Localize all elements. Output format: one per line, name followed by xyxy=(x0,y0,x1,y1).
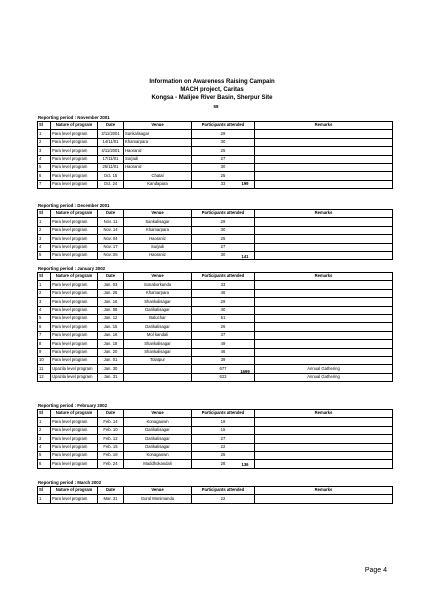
page-number: Page 4 xyxy=(364,567,387,574)
table-row xyxy=(38,251,393,259)
table-cell: Nov. 11 xyxy=(98,218,124,226)
table-cell xyxy=(255,155,393,163)
column-header: Venue xyxy=(124,210,192,218)
table-cell: 14/11/01 xyxy=(98,138,124,146)
table-cell: 30 xyxy=(192,163,255,171)
table-row xyxy=(38,331,393,339)
column-header: Venue xyxy=(124,273,192,281)
table-header-row xyxy=(38,122,393,130)
table-cell: Feb. 10 xyxy=(98,426,124,434)
table-cell: 19 xyxy=(192,418,255,426)
table-row xyxy=(38,323,393,331)
table-cell: 33 xyxy=(192,180,255,188)
table-cell: 27 xyxy=(192,435,255,443)
table-cell: Para level program xyxy=(51,306,98,314)
column-header: Venue xyxy=(124,487,192,495)
table-row xyxy=(38,356,393,364)
table-cell: 2 xyxy=(38,226,51,234)
column-header: Remarks xyxy=(255,487,393,495)
table-cell: Para level program xyxy=(51,180,98,188)
table-cell: Nov. 25 xyxy=(98,251,124,259)
table-cell: Jan. 01 xyxy=(98,356,124,364)
table-cell: 677 xyxy=(192,365,255,373)
table-cell: 40 xyxy=(192,306,255,314)
table-cell xyxy=(255,495,393,503)
table-row xyxy=(38,443,393,451)
table-cell: Feb. 12 xyxy=(98,435,124,443)
column-header: Remarks xyxy=(255,273,393,281)
table-cell: Haoraniz xyxy=(124,235,192,243)
column-header: Date xyxy=(98,122,124,130)
table-cell: Surjadi xyxy=(124,155,192,163)
table-cell: Mol kandali xyxy=(124,331,192,339)
table-cell: 5 xyxy=(38,163,51,171)
table-cell: Jan. 03 xyxy=(98,281,124,289)
table-cell: 623 xyxy=(192,373,255,381)
column-header: Sl xyxy=(38,210,51,218)
table-cell: Annual Gathering xyxy=(255,365,393,373)
table-row xyxy=(38,147,393,155)
table-cell: 22 xyxy=(192,443,255,451)
table-cell xyxy=(255,298,393,306)
column-header: Date xyxy=(98,210,124,218)
table-row xyxy=(38,155,393,163)
table-row xyxy=(38,172,393,180)
table-cell: Darikalisagar xyxy=(124,306,192,314)
table-row xyxy=(38,460,393,468)
table-cell xyxy=(255,130,393,138)
table-cell: 7 xyxy=(38,331,51,339)
table-cell: Para level program xyxy=(51,314,98,322)
table-cell: 29 xyxy=(192,218,255,226)
table-cell xyxy=(255,218,393,226)
table-cell: Nov. 17 xyxy=(98,243,124,251)
table-cell: 26 xyxy=(192,323,255,331)
activity-table xyxy=(37,121,393,189)
table-cell: Para level program xyxy=(51,130,98,138)
table-cell: Shankalisagar xyxy=(124,298,192,306)
table-cell: Jan. 12 xyxy=(98,314,124,322)
table-row xyxy=(38,340,393,348)
table-row xyxy=(38,365,393,373)
table-cell: Para level program xyxy=(51,331,98,339)
table-cell: 30 xyxy=(192,226,255,234)
table-cell: 3 xyxy=(38,298,51,306)
column-header: Venue xyxy=(124,122,192,130)
table-cell: 28 xyxy=(192,460,255,468)
table-cell: 39 xyxy=(192,356,255,364)
table-cell: 51 xyxy=(192,314,255,322)
table-cell: Sonaborkanda xyxy=(124,281,192,289)
table-cell: 46 xyxy=(192,289,255,297)
table-row xyxy=(38,418,393,426)
table-cell: Feb. 15 xyxy=(98,443,124,451)
table-cell: Para level program xyxy=(51,460,98,468)
column-header: Participants attended xyxy=(192,210,255,218)
column-header: Date xyxy=(98,273,124,281)
table-cell: Annual Gathering xyxy=(255,373,393,381)
table-cell: Haoraniz xyxy=(124,251,192,259)
table-cell: Para level program xyxy=(51,172,98,180)
table-cell: Oct. 15 xyxy=(98,172,124,180)
table-row xyxy=(38,218,393,226)
table-cell: Chatal xyxy=(124,172,192,180)
table-cell xyxy=(255,281,393,289)
table-cell: Surjadi xyxy=(124,243,192,251)
table-cell: Jan. 08 xyxy=(98,306,124,314)
table-cell xyxy=(255,235,393,243)
table-cell: 25 xyxy=(192,235,255,243)
table-cell: 25 xyxy=(192,172,255,180)
table-cell: Para level program xyxy=(51,147,98,155)
table-cell: Para level program xyxy=(51,435,98,443)
table-cell xyxy=(255,172,393,180)
table-cell: 30 xyxy=(192,251,255,259)
reporting-period-label: Reporting period : February 2002 xyxy=(38,403,108,408)
table-cell: 46 xyxy=(192,348,255,356)
table-cell: 27 xyxy=(192,155,255,163)
table-cell: 25/11/01 xyxy=(98,163,124,171)
column-header: Participants attended xyxy=(192,487,255,495)
table-cell: 25 xyxy=(192,147,255,155)
table-cell xyxy=(255,289,393,297)
table-cell: Shankalisagar xyxy=(124,340,192,348)
table-row xyxy=(38,495,393,503)
table-cell: 27 xyxy=(192,243,255,251)
table-cell xyxy=(255,243,393,251)
table-cell: 6 xyxy=(38,460,51,468)
table-row xyxy=(38,348,393,356)
table-cell: Darikalisagar xyxy=(124,435,192,443)
column-header: Participants attended xyxy=(192,273,255,281)
table-row xyxy=(38,226,393,234)
section-total: 199 xyxy=(241,181,249,187)
table-cell: Upazila level program xyxy=(51,365,98,373)
reporting-period-label: Reporting period : January 2002 xyxy=(38,266,106,271)
table-cell: Para level program xyxy=(51,443,98,451)
table-row xyxy=(38,314,393,322)
table-cell: Maddhokandali xyxy=(124,460,192,468)
table-cell: Jan. 18 xyxy=(98,340,124,348)
table-cell: Para level program xyxy=(51,226,98,234)
table-cell: Upazila level program xyxy=(51,373,98,381)
table-cell xyxy=(124,365,192,373)
table-cell: 1 xyxy=(38,281,51,289)
table-cell xyxy=(255,435,393,443)
table-cell: Para level program xyxy=(51,356,98,364)
table-cell: Sankalisagar xyxy=(124,130,192,138)
table-cell: 1 xyxy=(38,130,51,138)
table-header-row xyxy=(38,273,393,281)
table-row xyxy=(38,235,393,243)
table-row xyxy=(38,298,393,306)
activity-table xyxy=(37,486,393,504)
table-cell: Khamarpara xyxy=(124,138,192,146)
column-header: Nature of program xyxy=(51,487,98,495)
table-cell: 8 xyxy=(38,340,51,348)
table-cell: Feb. 24 xyxy=(98,460,124,468)
table-cell: 2 xyxy=(38,138,51,146)
table-cell: Nov. 14 xyxy=(98,226,124,234)
table-cell: Nov. 04 xyxy=(98,235,124,243)
table-cell: 25 xyxy=(192,451,255,459)
table-cell: Para level program xyxy=(51,289,98,297)
reporting-period-label: Reporting period : December 2001 xyxy=(38,203,110,208)
column-header: Remarks xyxy=(255,410,393,418)
table-cell: Para level program xyxy=(51,251,98,259)
table-cell: 4/11/2001 xyxy=(98,147,124,155)
table-cell: Para level program xyxy=(51,451,98,459)
table-row xyxy=(38,426,393,434)
table-cell: Khamarpara xyxy=(124,226,192,234)
table-row xyxy=(38,289,393,297)
table-cell: Haoraniz xyxy=(124,163,192,171)
table-cell: Kandapara xyxy=(124,180,192,188)
table-cell xyxy=(255,314,393,322)
table-cell: 4 xyxy=(38,243,51,251)
activity-table xyxy=(37,209,393,260)
table-cell: Para level program xyxy=(51,323,98,331)
table-row xyxy=(38,243,393,251)
table-cell: 4 xyxy=(38,155,51,163)
table-cell: Gurol Monimanda xyxy=(124,495,192,503)
table-cell xyxy=(255,331,393,339)
table-cell: 15 xyxy=(192,426,255,434)
table-cell: 1 xyxy=(38,495,51,503)
table-cell: 5 xyxy=(38,251,51,259)
table-cell: Baluchar xyxy=(124,314,192,322)
section-total: 1699 xyxy=(240,369,250,375)
table-cell: Khamarpara xyxy=(124,289,192,297)
table-cell: 7 xyxy=(38,180,51,188)
table-cell: 6 xyxy=(38,323,51,331)
column-header: Sl xyxy=(38,410,51,418)
table-header-row xyxy=(38,410,393,418)
table-cell: Tolatpur xyxy=(124,356,192,364)
table-header-row xyxy=(38,487,393,495)
activity-table xyxy=(37,409,393,469)
table-row xyxy=(38,435,393,443)
table-cell: Jan. 26 xyxy=(98,289,124,297)
table-cell: Para level program xyxy=(51,155,98,163)
table-row xyxy=(38,373,393,381)
reporting-period-label: Reporting period : March 2002 xyxy=(38,480,102,485)
table-cell: 2 xyxy=(38,289,51,297)
table-row xyxy=(38,163,393,171)
table-cell: 6 xyxy=(38,172,51,180)
table-cell: Para level program xyxy=(51,163,98,171)
table-cell: Feb. 18 xyxy=(98,451,124,459)
table-cell: 30 xyxy=(192,138,255,146)
section-total: 141 xyxy=(241,254,249,260)
table-cell: Jan. 16 xyxy=(98,331,124,339)
table-cell: Jan. 20 xyxy=(98,348,124,356)
table-cell: 37 xyxy=(192,331,255,339)
table-cell: Konagaown xyxy=(124,451,192,459)
section-total: 136 xyxy=(241,461,249,467)
table-cell: 29 xyxy=(192,298,255,306)
table-row xyxy=(38,130,393,138)
table-cell: Para level program xyxy=(51,340,98,348)
column-header: Venue xyxy=(124,410,192,418)
table-cell xyxy=(255,418,393,426)
table-cell: Jan. 31 xyxy=(98,373,124,381)
table-cell: 9 xyxy=(38,348,51,356)
table-cell: Oct. 24 xyxy=(98,180,124,188)
column-header: Sl xyxy=(38,122,51,130)
table-cell xyxy=(255,323,393,331)
table-cell: 17/11/01 xyxy=(98,155,124,163)
table-cell: Shankalisagar xyxy=(124,348,192,356)
table-cell xyxy=(255,460,393,468)
table-row xyxy=(38,306,393,314)
table-cell: Darikalisagar xyxy=(124,443,192,451)
table-cell xyxy=(255,348,393,356)
table-cell xyxy=(255,251,393,259)
table-cell: Feb. 14 xyxy=(98,418,124,426)
table-cell: Para level program xyxy=(51,495,98,503)
table-cell xyxy=(255,226,393,234)
table-cell: 10 xyxy=(38,356,51,364)
table-cell: Para level program xyxy=(51,235,98,243)
table-cell: 33 xyxy=(192,281,255,289)
table-cell: Haoraniz xyxy=(124,147,192,155)
document-title-3: Kongsa - Malijee River Basin, Sherpur Site xyxy=(151,95,273,101)
table-cell: 2 xyxy=(38,426,51,434)
table-cell: 29 xyxy=(192,130,255,138)
table-cell: Sankalisagar xyxy=(124,218,192,226)
table-cell: Darikalisagar xyxy=(124,323,192,331)
table-cell: 3 xyxy=(38,235,51,243)
table-row xyxy=(38,451,393,459)
table-cell xyxy=(255,426,393,434)
table-cell: Para level program xyxy=(51,218,98,226)
table-cell: Para level program xyxy=(51,418,98,426)
column-header: Nature of program xyxy=(51,273,98,281)
table-cell: 4 xyxy=(38,443,51,451)
table-cell: 22 xyxy=(192,495,255,503)
table-row xyxy=(38,138,393,146)
table-cell: 1 xyxy=(38,218,51,226)
activity-table xyxy=(37,272,393,382)
reporting-period-label: Reporting period : November 2001 xyxy=(38,115,110,120)
column-header: Remarks xyxy=(255,210,393,218)
table-cell: Para level program xyxy=(51,138,98,146)
table-cell: Para level program xyxy=(51,298,98,306)
table-cell: 5 xyxy=(38,314,51,322)
table-cell: Konagaown xyxy=(124,418,192,426)
column-header: Remarks xyxy=(255,122,393,130)
column-header: Nature of program xyxy=(51,410,98,418)
table-cell: 3 xyxy=(38,147,51,155)
table-row xyxy=(38,180,393,188)
table-cell: 1 xyxy=(38,418,51,426)
table-cell xyxy=(255,306,393,314)
table-cell: 5 xyxy=(38,451,51,459)
table-cell: Para level program xyxy=(51,281,98,289)
column-header: Date xyxy=(98,487,124,495)
table-cell: 2/11/2001 xyxy=(98,130,124,138)
table-cell xyxy=(255,451,393,459)
document-title-4: 58 xyxy=(213,104,219,109)
table-cell: Mar. 31 xyxy=(98,495,124,503)
column-header: Date xyxy=(98,410,124,418)
column-header: Sl xyxy=(38,273,51,281)
table-cell xyxy=(124,373,192,381)
table-cell xyxy=(255,340,393,348)
table-cell xyxy=(255,138,393,146)
table-cell xyxy=(255,356,393,364)
column-header: Participants attended xyxy=(192,122,255,130)
table-cell: Jan. 30 xyxy=(98,365,124,373)
table-cell: 12 xyxy=(38,373,51,381)
table-cell: Para level program xyxy=(51,348,98,356)
document-title-2: MACH project, Caritas xyxy=(180,87,244,93)
table-cell: Para level program xyxy=(51,243,98,251)
table-cell: Darikalisagar xyxy=(124,426,192,434)
table-cell xyxy=(255,163,393,171)
table-cell: Jan. 16 xyxy=(98,298,124,306)
table-cell: 49 xyxy=(192,340,255,348)
column-header: Nature of program xyxy=(51,210,98,218)
table-cell: 4 xyxy=(38,306,51,314)
table-cell: 11 xyxy=(38,365,51,373)
column-header: Participants attended xyxy=(192,410,255,418)
table-cell: Jan. 15 xyxy=(98,323,124,331)
table-row xyxy=(38,281,393,289)
table-cell: 3 xyxy=(38,435,51,443)
table-header-row xyxy=(38,210,393,218)
column-header: Sl xyxy=(38,487,51,495)
table-cell xyxy=(255,147,393,155)
table-cell xyxy=(255,443,393,451)
column-header: Nature of program xyxy=(51,122,98,130)
document-title-1: Information on Awareness Raising Campain xyxy=(149,79,275,85)
table-cell xyxy=(255,180,393,188)
table-cell: Para level program xyxy=(51,426,98,434)
